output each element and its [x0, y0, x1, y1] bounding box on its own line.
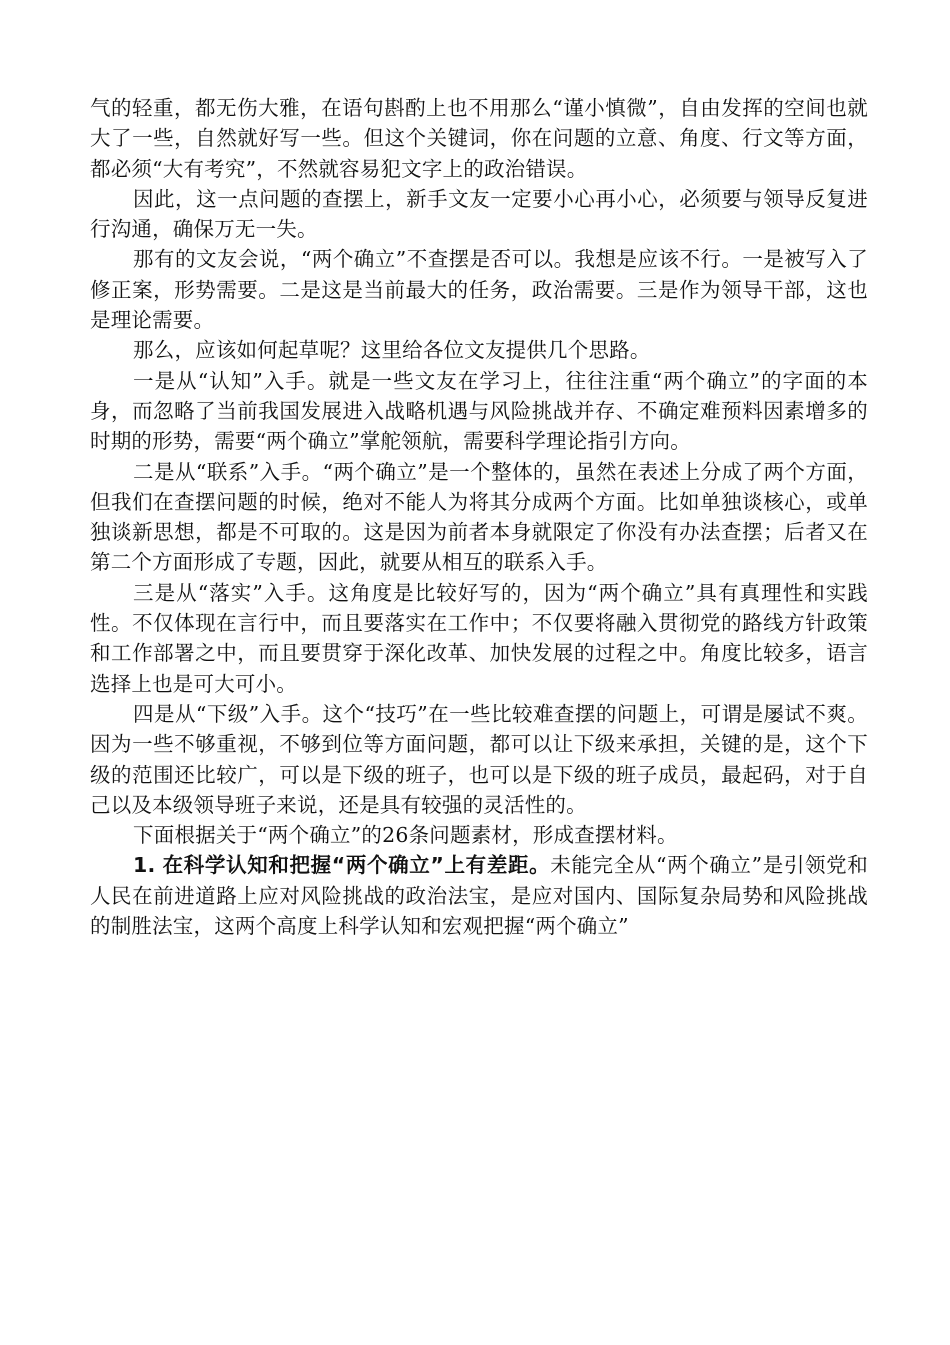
- paragraph-approach-connection: 二是从“联系”入手。“两个确立”是一个整体的，虽然在表述上分成了两个方面，但我们在查摆问题的时候，绝对不能人为将其分成两个方面。比如单独谈核心，或单独谈新思想，都是不可取的。这是因为前者本身就限定了你没有办法查摆；后者又在第二个方面形成了专题，因此，就要从相互的联系入手。: [90, 459, 868, 575]
- paragraph-reasons: 那有的文友会说，“两个确立”不查摆是否可以。我想是应该不行。一是被写入了修正案，形势需要。二是这是当前最大的任务，政治需要。三是作为领导干部，这也是理论需要。: [90, 247, 868, 333]
- item-number: 1.: [133, 853, 156, 878]
- paragraph-how-to-draft: 那么，应该如何起草呢？这里给各位文友提供几个思路。: [133, 338, 651, 363]
- paragraph-intro-materials: 下面根据关于“两个确立”的26条问题素材，形成查摆材料。: [133, 823, 678, 848]
- paragraph-approach-implementation: 三是从“落实”入手。这角度是比较好写的，因为“两个确立”具有真理性和实践性。不仅体现在言行中，而且要落实在工作中；不仅要将融入贯彻党的路线方针政策和工作部署之中，而且要贯穿于深化改革、加快发展的过程之中。角度比较多，语言选择上也是可大可小。: [90, 580, 868, 696]
- paragraph-approach-cognition: 一是从“认知”入手。就是一些文友在学习上，往往注重“两个确立”的字面的本身，而忽略了当前我国发展进入战略机遇与风险挑战并存、不确定难预料因素增多的时期的形势，需要“两个确立”掌舵领航，需要科学理论指引方向。: [90, 368, 868, 454]
- paragraph-approach-subordinates: 四是从“下级”入手。这个“技巧”在一些比较难查摆的问题上，可谓是屡试不爽。因为一些不够重视，不够到位等方面问题，都可以让下级来承担，关键的是，这个下级的范围还比较广，可以是下级的班子，也可以是下级的班子成员，最起码，对于自己以及本级领导班子来说，还是具有较强的灵活性的。: [90, 701, 868, 817]
- item-body: 未能完全从“两个确立”是引领党和人民在前进道路上应对风险挑战的政治法宝，是应对国内、国际复杂局势和风险挑战的制胜法宝，这两个高度上科学认知和宏观把握“两个确立”: [90, 853, 868, 939]
- document-page: [90, 93, 868, 941]
- paragraph-caution: 因此，这一点问题的查摆上，新手文友一定要小心再小心，必须要与领导反复进行沟通，确保万无一失。: [90, 186, 868, 242]
- list-item-1: [90, 850, 868, 941]
- item-heading: 在科学认知和把握“两个确立”上有差距。: [162, 853, 551, 878]
- paragraph-continuation: 气的轻重，都无伤大雅，在语句斟酌上也不用那么“谨小慎微”，自由发挥的空间也就大了一些，自然就好写一些。但这个关键词，你在问题的立意、角度、行文等方面，都必须“大有考究”，不然就容易犯文字上的政治错误。: [90, 96, 868, 181]
